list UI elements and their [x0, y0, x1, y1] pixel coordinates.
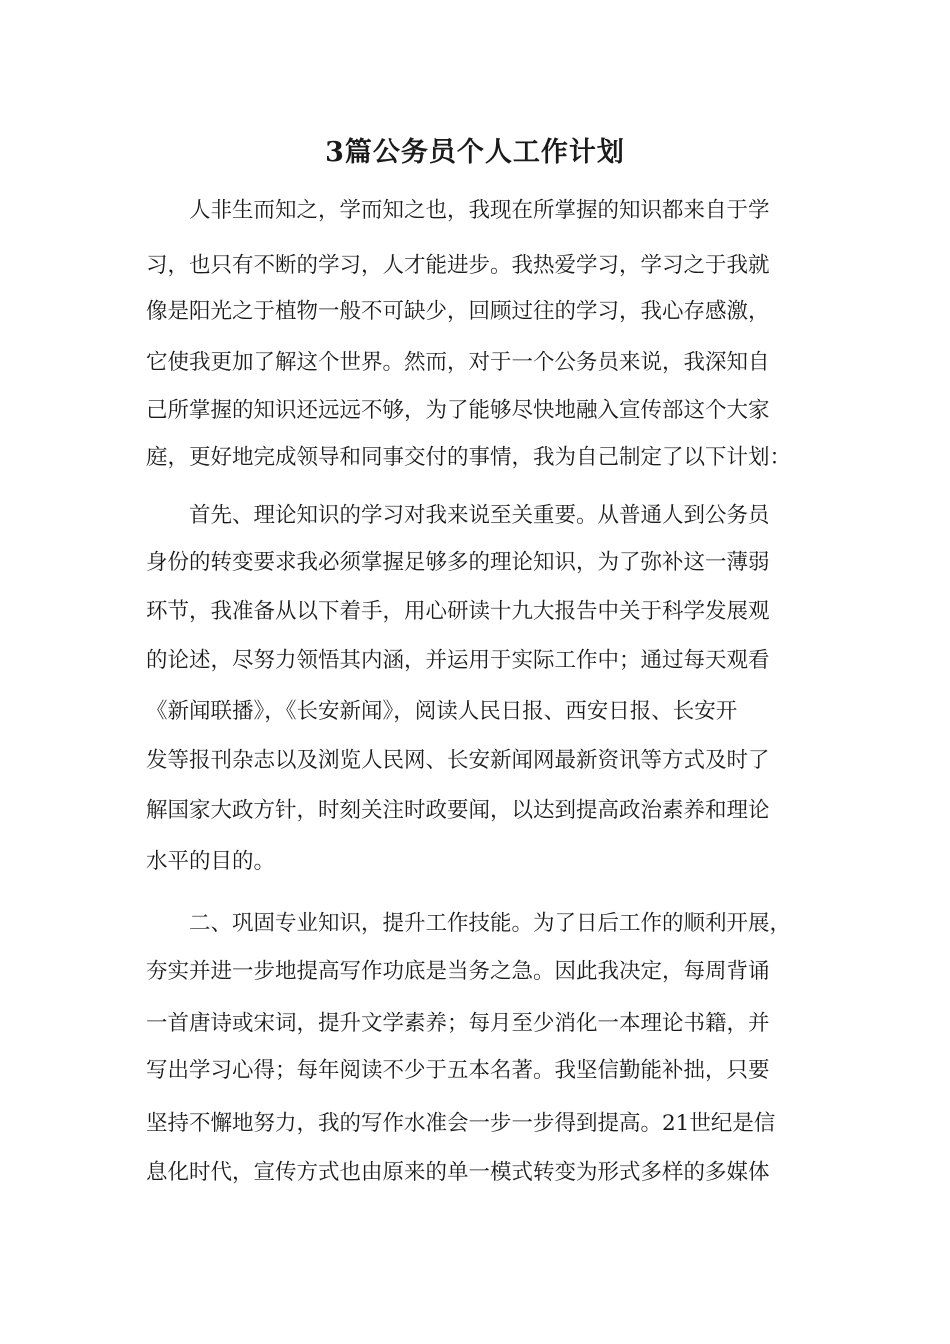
paragraph-2-line-6: 发等报刊杂志以及浏览人民网、长安新闻网最新资讯等方式及时了	[146, 748, 770, 773]
paragraph-1-line-6: 庭，更好地完成领导和同事交付的事情，我为自己制定了以下计划：	[146, 445, 792, 470]
paragraph-2-line-7: 解国家大政方针，时刻关注时政要闻，以达到提高政治素养和理论	[146, 798, 770, 823]
paragraph-2-line-2: 身份的转变要求我必须掌握足够多的理论知识，为了弥补这一薄弱	[146, 550, 770, 575]
paragraph-1-line-5: 己所掌握的知识还远远不够，为了能够尽快地融入宣传部这个大家	[146, 398, 770, 423]
paragraph-2-line-8: 水平的目的。	[146, 849, 276, 874]
paragraph-1-line-1: 人非生而知之，学而知之也，我现在所掌握的知识都来自于学	[146, 198, 770, 223]
paragraph-3-line-1: 二、巩固专业知识，提升工作技能。为了日后工作的顺利开展，	[146, 911, 792, 936]
paragraph-2-line-1: 首先、理论知识的学习对我来说至关重要。从普通人到公务员	[146, 503, 770, 528]
paragraph-2-line-5: 《新闻联播》，《长安新闻》，阅读人民日报、西安日报、长安开	[146, 699, 738, 724]
paragraph-2-line-4: 的论述，尽努力领悟其内涵，并运用于实际工作中；通过每天观看	[146, 648, 770, 673]
paragraph-1-line-4: 它使我更加了解这个世界。然而，对于一个公务员来说，我深知自	[146, 350, 770, 375]
paragraph-3-line-3: 一首唐诗或宋词，提升文学素养；每月至少消化一本理论书籍，并	[146, 1011, 770, 1036]
paragraph-1-line-3: 像是阳光之于植物一般不可缺少，回顾过往的学习，我心存感激，	[146, 299, 770, 324]
paragraph-2-line-3: 环节，我准备从以下着手，用心研读十九大报告中关于科学发展观	[146, 599, 770, 624]
paragraph-3-line-5: 坚持不懈地努力，我的写作水准会一步一步得到提高。21世纪是信	[146, 1111, 776, 1136]
paragraph-3-line-6: 息化时代，宣传方式也由原来的单一模式转变为形式多样的多媒体	[146, 1160, 770, 1185]
paragraph-3-line-4: 写出学习心得；每年阅读不少于五本名著。我坚信勤能补拙，只要	[146, 1058, 770, 1083]
paragraph-1-line-2: 习，也只有不断的学习，人才能进步。我热爱学习，学习之于我就	[146, 253, 770, 278]
document-title: 3篇公务员个人工作计划	[325, 137, 625, 168]
paragraph-3-line-2: 夯实并进一步地提高写作功底是当务之急。因此我决定，每周背诵	[146, 959, 770, 984]
